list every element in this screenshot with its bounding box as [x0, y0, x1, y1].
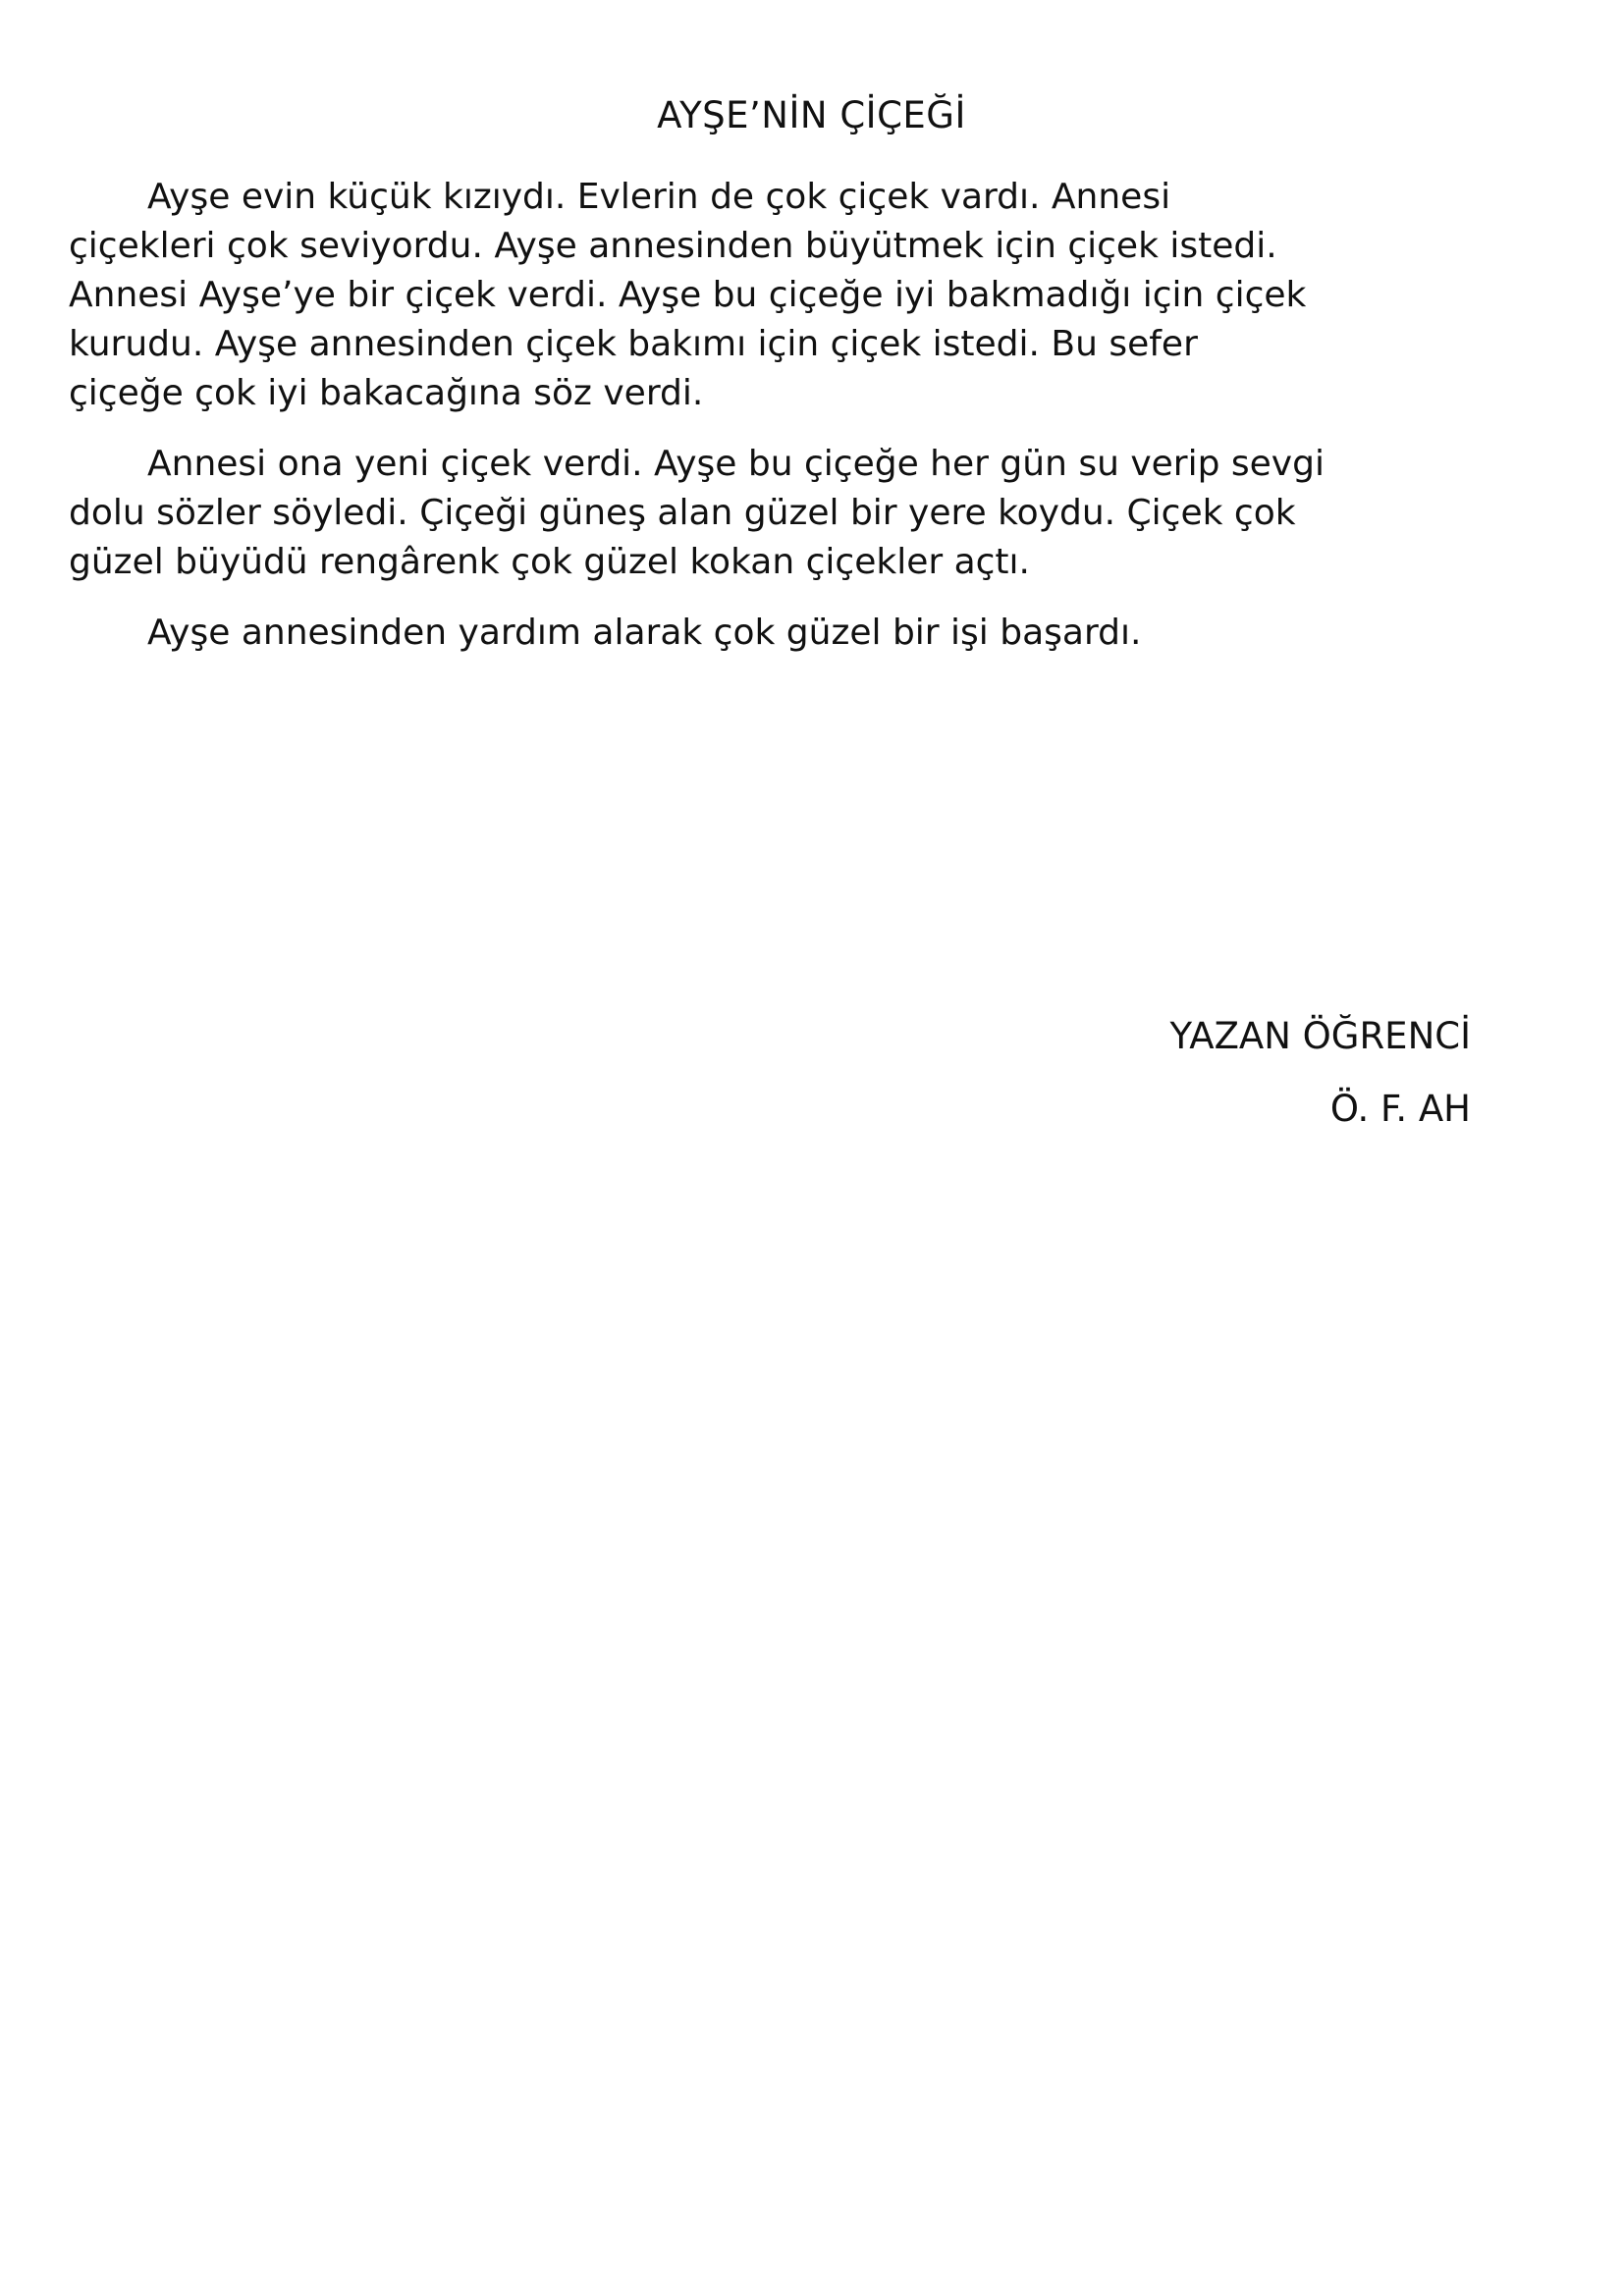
story-paragraph-1: Ayşe evin küçük kızıydı. Evlerin de çok çiçek vardı. Annesi çiçekleri çok seviyordu. Ayşe annesinden büyütmek için çiçek istedi. Annesi Ayşe’ye bir çiçek verdi. Ayşe bu çiçeğe iyi bakmadığı için çiçek kurudu. Ayşe annesinden çiçek bakımı için çiçek istedi. Bu sefer çiçeğe çok iyi bakacağına söz verdi. — [69, 177, 1307, 413]
signature-label: YAZAN ÖĞRENCİ — [1169, 1015, 1471, 1057]
story-body — [69, 173, 1561, 679]
story-paragraph-3: Ayşe annesinden yardım alarak çok güzel bir işi başardı. — [147, 613, 1142, 653]
signature-name: Ö. F. AH — [1329, 1088, 1471, 1130]
signature-block — [1170, 1011, 1471, 1156]
story-paragraph-2: Annesi ona yeni çiçek verdi. Ayşe bu çiçeğe her gün su verip sevgi dolu sözler söyledi. Çiçeği güneş alan güzel bir yere koydu. Çiçek çok güzel büyüdü rengârenk çok güzel kokan çiçekler açtı. — [69, 444, 1325, 582]
document-title: AYŞE’NİN ÇİÇEĞİ — [657, 94, 966, 136]
